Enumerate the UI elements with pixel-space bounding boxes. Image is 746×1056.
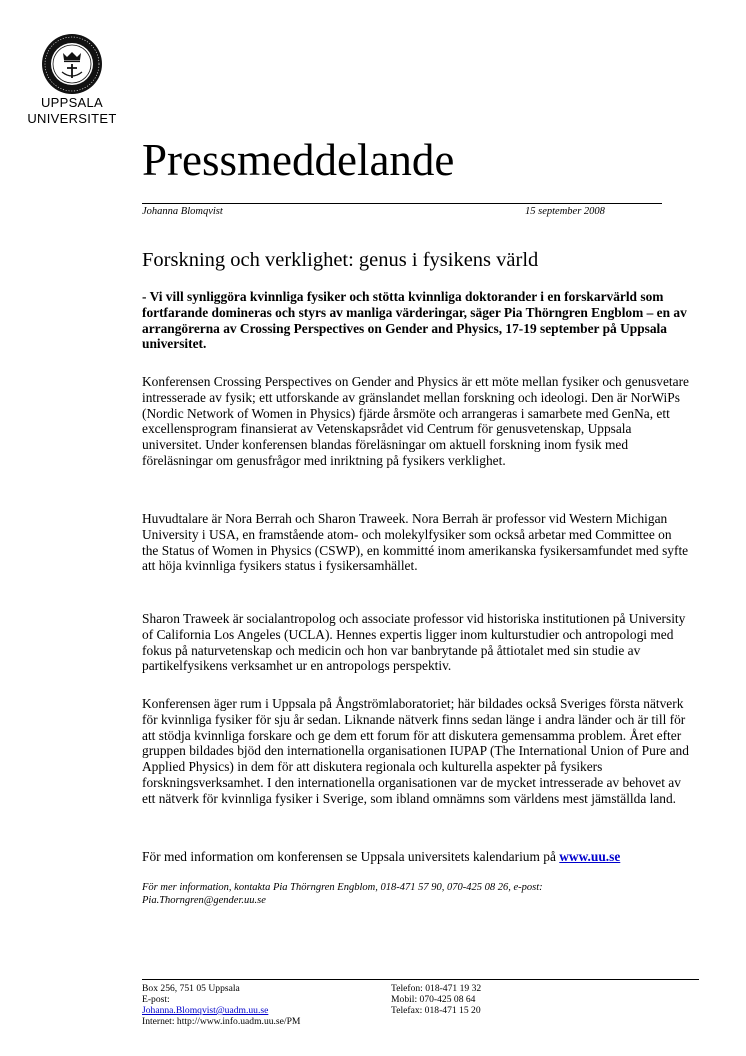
footer-fax: Telefax: 018-471 15 20 xyxy=(391,1005,481,1016)
university-name-line1: UPPSALA xyxy=(40,95,104,110)
body-paragraph-1 xyxy=(142,374,690,469)
paragraph-text: Konferensen äger rum i Uppsala på Ångströmlaboratoriet; här bildades också Sveriges första nätverk för kvinnliga fysiker för sju år sedan. Liknande nätverk finns sedan länge i andra länder och är till för att stödja kvinnliga forskare och ge dem ett forum för att diskutera gemensamma problem. Året efter gruppen bildades bjöd den internationella organisationen IUPAP (The International Union of Pure and Applied Physics) in dem för att diskutera regionala och kulturella aspekter på fysikers forskningsverksamhet. I den internationella organisationen var de mycket intresserade av behovet av ett nätverk för kvinnliga fysiker i Sverige, som ibland omnämns som världens mest jämställda land. xyxy=(142,696,689,806)
paragraph-text: Sharon Traweek är socialantropolog och associate professor vid historiska institutionen på University of California Los Angeles (UCLA). Hennes expertis ligger inom kulturstudier och antropologi med fokus på naturvetenskap och medicin och hon var banbrytande på åttiotalet med sin studie av partikelfysikens verksamhet ur en antropologs perspektiv. xyxy=(142,611,686,674)
paragraph-text: Konferensen Crossing Perspectives on Gender and Physics är ett möte mellan fysiker och genusvetare intresserade av fysik; ett utforskande av gränslandet mellan forskning och ideologi. Den är NorWiPs (Nordic Network of Women in Physics) fjärde årsmöte och arrangeras i samarbete med GenNa, ett excellensprogram finansierat av Vetenskapsrådet vid Centrum för genusvetenskap, Uppsala universitet. Under konferensen blandas föreläsningar om aktuell forskning inom fysik med föreläsningar om genusfrågor med inriktning på fysikers verklighet. xyxy=(142,374,690,468)
article-headline: Forskning och verklighet: genus i fysikens värld xyxy=(142,249,539,271)
body-paragraph-5 xyxy=(142,849,690,865)
university-name-line2: UNIVERSITET xyxy=(27,111,117,126)
paragraph-text: Huvudtalare är Nora Berrah och Sharon Traweek. Nora Berrah är professor vid Western Michigan University i USA, en framstående atom- och molekylfysiker som också arbetar med Committee on the Status of Women in Physics (CSWP), en kommitté inom amerikanska fysikersamfundet med syfte att höja kvinnliga fysikers status i fysikersamhället. xyxy=(142,511,689,574)
body-paragraph-4 xyxy=(142,696,690,807)
footer-address: Box 256, 751 05 Uppsala xyxy=(142,983,240,994)
footer-phone: Telefon: 018-471 19 32 xyxy=(391,983,482,994)
author-name: Johanna Blomqvist xyxy=(142,206,223,217)
paragraph-text: För med information om konferensen se Uppsala universitets kalendarium på xyxy=(142,849,560,864)
footer-divider xyxy=(142,979,699,980)
lead-paragraph xyxy=(142,289,690,352)
university-seal-logo xyxy=(41,33,103,95)
footer-right-column xyxy=(391,983,481,1016)
paragraph-5-content xyxy=(142,849,690,865)
footer-email-label: E-post: xyxy=(142,994,170,1005)
footer-mobile: Mobil: 070-425 08 64 xyxy=(391,994,476,1005)
publication-date: 15 september 2008 xyxy=(525,206,605,217)
contact-info xyxy=(142,881,662,907)
footer-email-line xyxy=(142,994,300,1016)
body-paragraph-2 xyxy=(142,511,690,574)
footer-left-column xyxy=(142,983,300,1027)
document-title: Pressmeddelande xyxy=(142,135,455,185)
body-paragraph-3 xyxy=(142,611,690,674)
header-divider xyxy=(142,203,662,204)
contact-text: För mer information, kontakta Pia Thörngren Engblom, 018-471 57 90, 070-425 08 26, e-post: Pia.Thorngren@gender.uu.se xyxy=(142,882,543,906)
footer-email-link[interactable]: Johanna.Blomqvist@uadm.uu.se xyxy=(142,1005,269,1016)
lead-text: - Vi vill synliggöra kvinnliga fysiker och stötta kvinnliga doktorander i en forskarvärld som fortfarande domineras och styrs av manliga värderingar, säger Pia Thörngren Engblom – en av arrangörerna av Crossing Perspectives on Gender and Physics, 17-19 september på Uppsala universitet. xyxy=(142,289,687,352)
university-name xyxy=(8,95,136,127)
footer-internet: Internet: http://www.info.uadm.uu.se/PM xyxy=(142,1016,301,1027)
calendar-link[interactable]: www.uu.se xyxy=(559,849,621,864)
